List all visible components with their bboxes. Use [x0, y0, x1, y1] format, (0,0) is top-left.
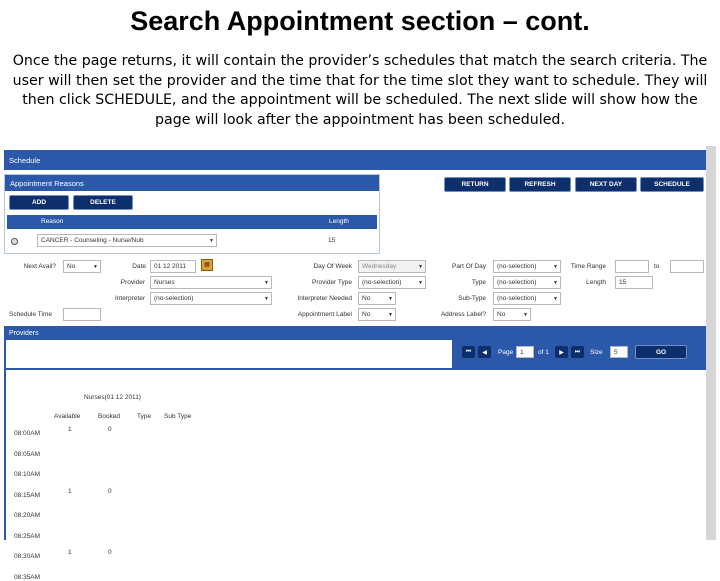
appointment-label-label: Appointment Label [297, 311, 352, 318]
time-range-to: to [654, 263, 660, 270]
grid-col-booked: Booked [98, 413, 121, 420]
chevron-down-icon: ▼ [418, 279, 423, 286]
day-of-week-value: Wednesday [362, 263, 397, 270]
add-button[interactable]: ADD [9, 195, 69, 210]
time-slot-label[interactable]: 08:25AM [14, 532, 41, 540]
date-field[interactable] [150, 260, 196, 273]
go-button[interactable]: GO [635, 345, 687, 359]
time-slot-label[interactable]: 08:15AM [14, 491, 41, 499]
grid-title: Nurses(01 12 2011) [84, 394, 141, 401]
available-count: 1 [68, 487, 72, 495]
address-label-label: Address Label? [440, 311, 486, 318]
available-count: 1 [68, 426, 72, 433]
reason-select-value: CANCER - Counseling - Nurse/Nub [41, 237, 144, 244]
reason-length: 15 [328, 237, 336, 244]
sub-type-select[interactable] [493, 292, 561, 305]
chevron-down-icon: ▼ [264, 279, 269, 286]
length-label: Length [586, 279, 606, 286]
chevron-down-icon: ▼ [93, 263, 98, 270]
interpreter-needed-select[interactable] [358, 292, 396, 305]
interpreter-select[interactable] [150, 292, 272, 305]
time-range-label: Time Range [570, 263, 606, 270]
reason-select[interactable] [37, 234, 217, 247]
chevron-down-icon: ▼ [523, 311, 528, 318]
size-label: Size [590, 349, 603, 356]
page-of: of 1 [538, 349, 549, 356]
time-slot-label[interactable]: 08:35AM [14, 573, 41, 581]
chevron-down-icon: ▼ [553, 279, 558, 286]
provider-value: Nurses [154, 279, 175, 286]
next-avail-value: No [67, 263, 76, 270]
edge-strip [706, 146, 716, 540]
available-count: 1 [68, 549, 72, 556]
page-label: Page [498, 349, 514, 356]
sub-type-value: (no-selection) [497, 295, 537, 302]
address-label-value: No [497, 311, 506, 318]
schedule-button[interactable]: SCHEDULE [640, 177, 704, 192]
providers-white-strip [6, 340, 452, 368]
provider-type-select[interactable] [358, 276, 426, 289]
day-of-week-label: Day Of Week [313, 263, 352, 270]
reasons-header: Appointment Reasons [5, 175, 379, 191]
time-slot-label[interactable]: 08:10AM [14, 471, 41, 478]
schedule-time-field[interactable] [63, 308, 101, 321]
next-avail-label: Next Avail? [23, 263, 56, 270]
appointment-label-select[interactable] [358, 308, 396, 321]
return-button[interactable]: RETURN [444, 177, 506, 192]
refresh-button[interactable]: REFRESH [509, 177, 571, 192]
last-page-icon[interactable]: ⏭ [571, 346, 584, 358]
chevron-down-icon: ▼ [388, 295, 393, 302]
reason-column: Reason [41, 218, 64, 225]
part-of-day-select[interactable] [493, 260, 561, 273]
page-value: 1 [520, 348, 524, 356]
reasons-panel [4, 174, 380, 254]
interpreter-label: Interpreter [115, 295, 145, 302]
date-label: Date [132, 263, 146, 270]
day-of-week-select [358, 260, 426, 273]
part-of-day-value: (no-selection) [497, 263, 537, 270]
time-range-start[interactable] [615, 260, 649, 273]
chevron-down-icon: ▼ [553, 263, 558, 270]
providers-header: Providers [9, 330, 39, 337]
chevron-down-icon: ▼ [553, 295, 558, 302]
time-slot-label[interactable]: 08:05AM [14, 450, 41, 458]
calendar-icon[interactable]: ▦ [201, 259, 213, 271]
schedule-header: Schedule [4, 150, 706, 170]
appointment-label-value: No [362, 311, 371, 318]
size-value: 5 [614, 348, 618, 356]
booked-count: 0 [108, 426, 112, 433]
delete-button[interactable]: DELETE [73, 195, 133, 210]
booked-count: 0 [108, 487, 112, 495]
chevron-down-icon: ▼ [418, 263, 423, 270]
size-field[interactable] [610, 346, 628, 358]
time-slot-label[interactable]: 08:30AM [14, 553, 41, 560]
part-of-day-label: Part Of Day [452, 263, 486, 270]
sub-type-label: Sub-Type [458, 295, 486, 302]
time-slot-label[interactable]: 08:00AM [14, 430, 41, 437]
chevron-down-icon: ▼ [209, 237, 214, 244]
schedule-grid-area [4, 370, 706, 581]
slide-title: Search Appointment section – cont. [130, 6, 590, 36]
provider-type-label: Provider Type [312, 279, 352, 286]
type-label: Type [471, 279, 486, 286]
interpreter-needed-value: No [362, 295, 371, 302]
next-day-button[interactable]: NEXT DAY [575, 177, 637, 192]
date-value: 01 12 2011 [154, 263, 187, 270]
time-range-end[interactable] [670, 260, 704, 273]
time-slot-label[interactable]: 08:20AM [14, 512, 41, 519]
interpreter-value: (no-selection) [154, 295, 194, 302]
providers-panel [4, 326, 706, 370]
grid-col-type: Type [137, 413, 152, 420]
length-column: Length [329, 218, 349, 225]
reasons-column-header [7, 215, 377, 229]
next-page-icon[interactable]: ▶ [555, 346, 568, 358]
page-field[interactable] [516, 346, 534, 358]
type-select[interactable] [493, 276, 561, 289]
chevron-down-icon: ▼ [264, 295, 269, 302]
grid-col-available: Available [54, 413, 81, 420]
address-label-select[interactable] [493, 308, 531, 321]
reason-radio[interactable] [11, 238, 18, 245]
chevron-down-icon: ▼ [388, 311, 393, 318]
length-field[interactable] [615, 276, 653, 289]
provider-select[interactable] [150, 276, 272, 289]
type-value: (no-selection) [497, 279, 537, 286]
length-value: 15 [619, 279, 627, 286]
slide-body: Once the page returns, it will contain the provider’s schedules that match the search criteria. The user will then set the provider and the time that for the time slot they want to schedule. They will then click SCHEDULE, and the appointment will be scheduled. The next slide will show how the page will look after the appointment has been scheduled. [12, 53, 708, 128]
booked-count: 0 [108, 549, 112, 556]
provider-type-value: (no-selection) [362, 279, 402, 286]
provider-label: Provider [120, 279, 145, 286]
first-page-icon[interactable]: ⏮ [462, 346, 475, 358]
prev-page-icon[interactable]: ◀ [478, 346, 491, 358]
grid-col-subtype: Sub Type [164, 413, 192, 420]
interpreter-needed-label: Interpreter Needed [297, 295, 352, 302]
schedule-time-label: Schedule Time [9, 311, 52, 318]
screenshot [4, 146, 716, 581]
next-avail-select[interactable] [63, 260, 101, 273]
